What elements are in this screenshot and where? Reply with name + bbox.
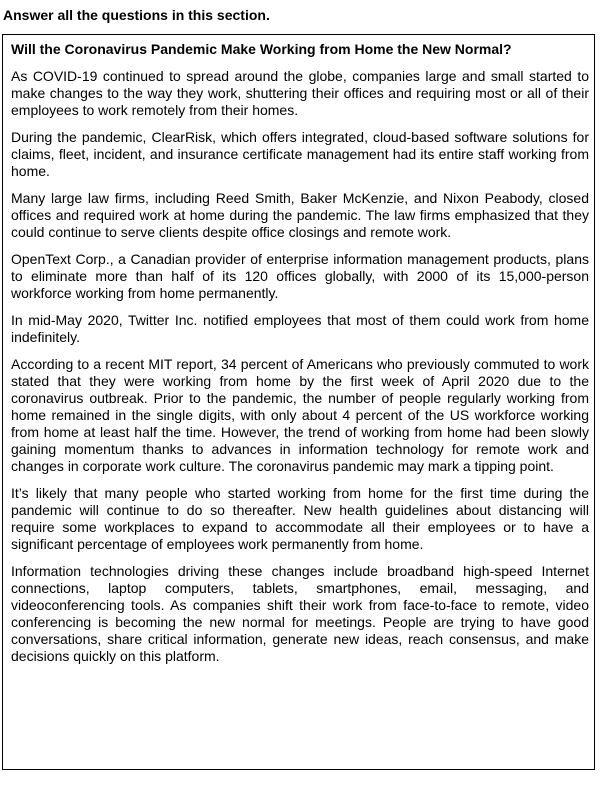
case-study-title: Will the Coronavirus Pandemic Make Working from Home the New Normal? xyxy=(11,41,512,57)
section-instruction: Answer all the questions in this section. xyxy=(3,7,270,23)
case-study-paragraph: It’s likely that many people who started working from home for the first time during the pandemic will continue to do so thereafter. New health guidelines about distancing will require some workplaces to expand to accommodate all their employees or to have a significant percentage of employees work permanently from home. xyxy=(11,485,589,552)
case-study-body xyxy=(11,68,589,675)
case-study-paragraph: OpenText Corp., a Canadian provider of enterprise information management products, plans to eliminate more than half of its 120 offices globally, with 2000 of its 15,000-person workforce working from home permanently. xyxy=(11,251,589,301)
case-study-paragraph: Information technologies driving these changes include broadband high-speed Internet connections, laptop computers, tablets, smartphones, email, messaging, and videoconferencing tools. As companies shift their work from face-to-face to remote, video conferencing is becoming the new normal for meetings. People are trying to have good conversations, share critical information, generate new ideas, reach consensus, and make decisions quickly on this platform. xyxy=(11,563,589,664)
case-study-paragraph: Many large law firms, including Reed Smith, Baker McKenzie, and Nixon Peabody, closed offices and required work at home during the pandemic. The law firms emphasized that they could continue to serve clients despite office closings and remote work. xyxy=(11,190,589,240)
case-study-paragraph: In mid-May 2020, Twitter Inc. notified employees that most of them could work from home indefinitely. xyxy=(11,312,589,345)
case-study-paragraph: As COVID-19 continued to spread around the globe, companies large and small started to make changes to the way they work, shuttering their offices and requiring most or all of their employees to work remotely from their homes. xyxy=(11,68,589,118)
case-study-paragraph: According to a recent MIT report, 34 percent of Americans who previously commuted to work stated that they were working from home by the first week of April 2020 due to the coronavirus outbreak. Prior to the pandemic, the number of people regularly working from home remained in the single digits, with only about 4 percent of the US workforce working from home at least half the time. However, the trend of working from home had been slowly gaining momentum thanks to advances in information technology for remote work and changes in corporate work culture. The coronavirus pandemic may mark a tipping point. xyxy=(11,356,589,474)
case-study-paragraph: During the pandemic, ClearRisk, which offers integrated, cloud-based software solutions for claims, fleet, incident, and insurance certificate management had its entire staff working from home. xyxy=(11,129,589,179)
case-study-box xyxy=(2,34,595,770)
